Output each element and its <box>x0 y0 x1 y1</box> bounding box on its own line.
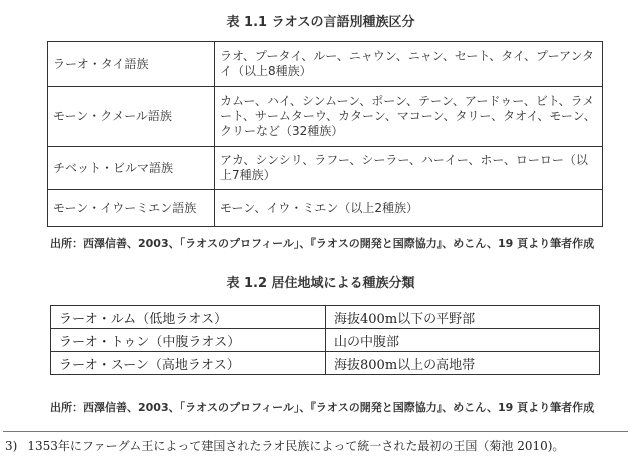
residence-area-table <box>50 305 600 375</box>
ethnic-groups-cell: アカ、シンシリ、ラフー、シーラー、ハーイー、ホー、ローロー（以上7種族） <box>215 147 603 190</box>
footnote <box>5 437 564 454</box>
ethnic-groups-cell: モーン、イウ・ミエン（以上2種族） <box>215 190 603 227</box>
footnote-text: 1353年にファーグム王によって建国されたラオ民族によって統一された最初の王国（菊池 2010)。 <box>27 439 565 453</box>
group-cell: ラーオ・ルム（低地ラオス） <box>51 306 326 329</box>
altitude-cell: 海抜400m以下の平野部 <box>326 306 600 329</box>
footnote-divider <box>3 431 628 432</box>
table-row <box>51 306 600 329</box>
table-row <box>48 190 603 227</box>
footnote-number: 3) <box>5 439 18 453</box>
table-row <box>51 329 600 352</box>
group-cell: ラーオ・トゥン（中腹ラオス） <box>51 329 326 352</box>
table-row <box>48 87 603 147</box>
table-row <box>51 352 600 375</box>
altitude-cell: 山の中腹部 <box>326 329 600 352</box>
table1-source: 出所：西澤信善、2003、「ラオスのプロフィール」、『ラオスの開発と国際協力』、めこん、19 頁より筆者作成 <box>50 237 595 250</box>
language-family-cell: チベット・ビルマ語族 <box>48 147 215 190</box>
table-row <box>48 42 603 87</box>
language-group-table <box>47 41 603 227</box>
language-family-cell: ラーオ・タイ語族 <box>48 42 215 87</box>
table1-caption: 表 1.1 ラオスの言語別種族区分 <box>226 15 415 30</box>
table2-source: 出所：西澤信善、2003、「ラオスのプロフィール」、『ラオスの開発と国際協力』、めこん、19 頁より筆者作成 <box>50 401 595 414</box>
ethnic-groups-cell: ラオ、プータイ、ルー、ニャウン、ニャン、セート、タイ、プーアンタイ（以上8種族） <box>215 42 603 87</box>
language-family-cell: モーン・クメール語族 <box>48 87 215 147</box>
table-row <box>48 147 603 190</box>
ethnic-groups-cell: カムー、ハイ、シンムーン、ポーン、テーン、アードゥー、ビト、ラメート、サームターウ、カターン、マコーン、タリー、タオイ、モーン、クリーなど（32種族） <box>215 87 603 147</box>
altitude-cell: 海抜800m以上の高地帯 <box>326 352 600 375</box>
group-cell: ラーオ・スーン（高地ラオス） <box>51 352 326 375</box>
table2-caption: 表 1.2 居住地域による種族分類 <box>226 276 415 291</box>
language-family-cell: モーン・イウーミエン語族 <box>48 190 215 227</box>
